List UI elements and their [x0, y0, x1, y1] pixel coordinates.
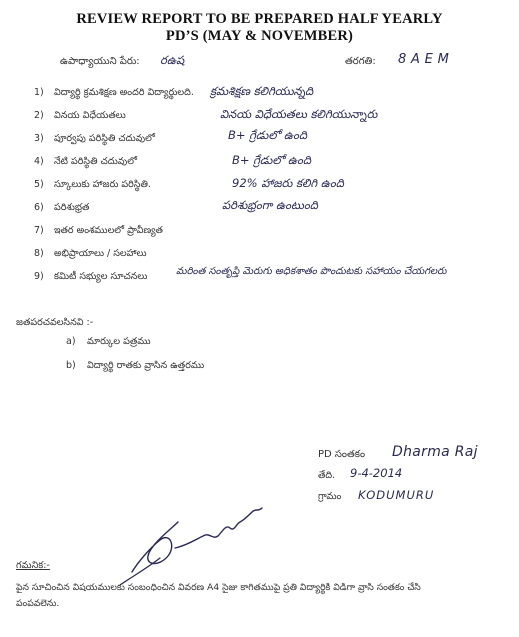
class-value: 8 A E M — [398, 52, 450, 67]
attachment-b-label: విద్యార్థి రాతకు వ్రాసిన ఉత్తరము — [87, 360, 205, 371]
item-9-label: కమిటీ సభ్యుల సూచనలు — [54, 271, 148, 282]
item-9-answer: మరింత సంతృప్తి మెరుగు అధికశాతం పొందుటకు సహాయం చేయగలరు — [176, 266, 447, 277]
item-1-number: 1) — [34, 87, 44, 98]
date-value: 9-4-2014 — [350, 466, 403, 480]
item-1-answer: క్రమశిక్షణ కలిగియున్నది — [210, 84, 314, 98]
note-heading: గమనిక:- — [16, 560, 50, 571]
item-9-number: 9) — [34, 271, 44, 282]
teacher-name-value: రఉష — [160, 53, 185, 67]
item-2-answer: వినయ విధేయతలు కలిగియున్నారు — [220, 107, 378, 121]
attachment-b-marker: b) — [66, 360, 76, 371]
class-label: తరగతి: — [345, 56, 376, 67]
item-2-number: 2) — [34, 110, 44, 121]
item-6-answer: పరిశుభ్రంగా ఉంటుంది — [222, 198, 318, 212]
item-7-number: 7) — [34, 225, 44, 236]
attachment-a-marker: a) — [66, 336, 76, 347]
item-4-label: నేటి పరిస్థితి చదువులో — [54, 156, 137, 167]
item-6-label: పరిశుభ్రత — [54, 202, 90, 213]
pd-signature-label: PD సంతకం — [318, 449, 366, 460]
teacher-name-label: ఉపాధ్యాయుని పేరు: — [60, 56, 140, 67]
item-8-number: 8) — [34, 248, 44, 259]
item-5-answer: 92% హాజరు కలిగి ఉంది — [232, 176, 344, 190]
item-3-answer: B+ గ్రేడులో ఉంది — [228, 128, 307, 142]
note-text-line2: పంపవలెను. — [16, 598, 60, 609]
item-3-label: పూర్వపు పరిస్థితి చదువులో — [54, 133, 155, 144]
item-5-number: 5) — [34, 179, 44, 190]
item-1-label: విద్యార్థి క్రమశిక్షణ అందరి విద్యార్థులది. — [54, 87, 194, 98]
village-value: KODUMURU — [358, 488, 435, 502]
item-6-number: 6) — [34, 202, 44, 213]
item-4-number: 4) — [34, 156, 44, 167]
item-5-label: స్కూలుకు హాజరు పరిస్థితి. — [54, 179, 151, 190]
item-8-label: అభిప్రాయాలు / సలహాలు — [54, 248, 147, 259]
item-2-label: వినయ విధేయతలు — [54, 110, 126, 121]
date-label: తేది. — [318, 470, 336, 481]
report-title-line2: PD’S (MAY & NOVEMBER) — [165, 28, 354, 44]
item-4-answer: B+ గ్రేడులో ఉంది — [232, 153, 311, 167]
village-label: గ్రామం — [318, 491, 342, 502]
attachments-heading: జతపరచవలసినవి :- — [16, 317, 94, 328]
report-title-line1: REVIEW REPORT TO BE PREPARED HALF YEARLY — [76, 11, 443, 27]
item-3-number: 3) — [34, 133, 44, 144]
pd-signature: Dharma Raj — [392, 444, 478, 460]
attachment-a-label: మార్కుల పత్రము — [87, 336, 151, 347]
item-7-label: ఇతర అంశములలో ప్రావీణ్యత — [54, 225, 163, 236]
note-text-line1: పైన సూచించిన విషయములకు సంబంధించిన వివరణ A4 సైజు కాగితముపై ప్రతి విద్యార్థికి విడిగా వ్రాసి సంతకం చేసి — [16, 582, 421, 593]
